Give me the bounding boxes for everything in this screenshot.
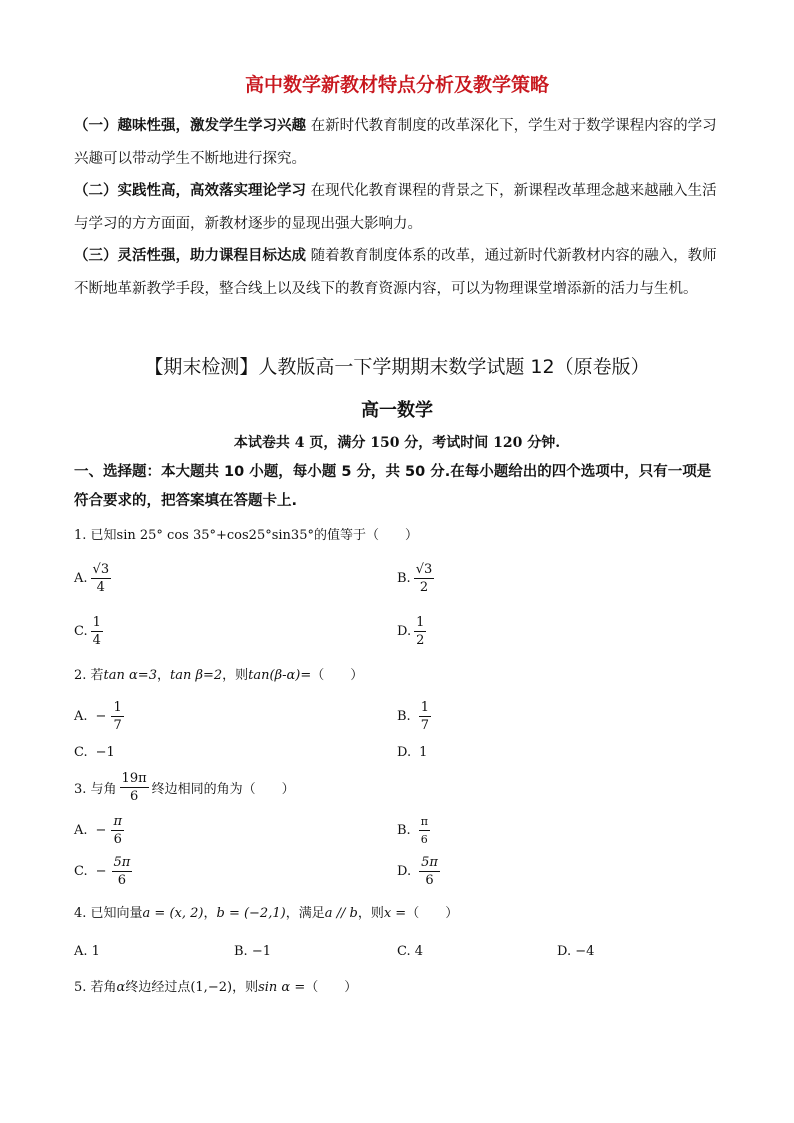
intro-paragraph-2-lead: （二）实践性高，高效落实理论学习 bbox=[74, 183, 306, 199]
q1-expression: sin 25° cos 35°+cos25°sin35° bbox=[116, 528, 314, 543]
q2-option-a-fraction bbox=[111, 700, 123, 733]
q5-alpha: α bbox=[116, 980, 126, 995]
q5-mid: 终边经过点 bbox=[125, 980, 191, 995]
q3-prefix: 3. 与角 bbox=[74, 782, 117, 797]
q1-prefix: 1. 已知 bbox=[74, 528, 117, 543]
intro-paragraph-1-lead: （一）趣味性强，激发学生学习兴趣 bbox=[74, 118, 306, 134]
q4-option-d[interactable]: D. −4 bbox=[557, 944, 595, 959]
q3-angle-num: 19π bbox=[121, 771, 147, 786]
q2-option-c-value: −1 bbox=[95, 745, 115, 760]
q4-vector-a: a = (x, 2) bbox=[142, 906, 204, 921]
q4-suffix: （ ） bbox=[406, 906, 459, 921]
exam-subject: 高一数学 bbox=[361, 400, 433, 421]
q5-point: (1,−2) bbox=[190, 980, 233, 995]
q1-option-b[interactable] bbox=[397, 562, 437, 595]
q2-condition-1: tan α=3 bbox=[103, 668, 157, 683]
question-5-stem bbox=[74, 979, 357, 997]
intro-paragraph-2 bbox=[74, 175, 724, 240]
q2-option-a[interactable] bbox=[74, 700, 127, 733]
q5-expression: sin α = bbox=[258, 980, 306, 995]
q2-option-a-sign: − bbox=[95, 709, 107, 724]
q2-target: tan(β-α)= bbox=[248, 668, 312, 683]
q3-suffix: 终边相同的角为（ ） bbox=[151, 782, 295, 797]
q1-option-d-den: 2 bbox=[416, 633, 425, 648]
q1-option-d-label: D. bbox=[397, 624, 412, 639]
exam-title: 【期末检测】人教版高一下学期期末数学试题 12（原卷版） bbox=[144, 356, 650, 378]
question-2-stem bbox=[74, 667, 363, 685]
q1-option-b-num: √3 bbox=[415, 562, 433, 577]
section-1-heading: 一、选择题：本大题共 10 小题，每小题 5 分，共 50 分.在每小题给出的四个选项中，只有一项是符合要求的，把答案填在答题卡上. bbox=[74, 464, 712, 509]
q4-condition: a // b bbox=[324, 906, 358, 921]
q1-option-d-num: 1 bbox=[416, 615, 425, 630]
q4-vector-b: b = (−2,1) bbox=[216, 906, 286, 921]
q2-option-b-fraction bbox=[419, 700, 431, 733]
q2-option-b-num: 1 bbox=[420, 700, 429, 715]
q2-condition-2: tan β=2 bbox=[169, 668, 223, 683]
q1-option-b-den: 2 bbox=[419, 580, 429, 595]
q1-option-b-label: B. bbox=[397, 571, 411, 586]
q3-option-b-den: 6 bbox=[420, 833, 428, 846]
q4-option-a[interactable]: A. 1 bbox=[74, 944, 100, 959]
q2-option-b-label: B. bbox=[397, 709, 411, 724]
question-4-stem bbox=[74, 905, 458, 923]
q1-option-c-den: 4 bbox=[92, 633, 101, 648]
q2-option-b[interactable] bbox=[397, 700, 434, 733]
intro-paragraph-3 bbox=[74, 240, 724, 305]
q2-separator: ， bbox=[156, 668, 170, 683]
q3-option-b-num: π bbox=[419, 814, 430, 831]
q4-mid: ，满足 bbox=[285, 906, 325, 921]
intro-paragraph-3-text: 随着教育制度体系的改革，通过新时代新教材内容的融入，教师不断地革新教学手段，整合线上以及线下的教育资源内容，可以为物理课堂增添新的活力与生机。 bbox=[74, 248, 717, 297]
intro-title: 高中数学新教材特点分析及教学策略 bbox=[244, 74, 549, 96]
q4-prefix: 4. 已知向量 bbox=[74, 906, 143, 921]
q3-option-d-label: D. bbox=[397, 864, 412, 879]
q3-option-c-label: C. bbox=[74, 864, 88, 879]
q4-tail: ，则 bbox=[357, 906, 384, 921]
q1-option-b-fraction bbox=[414, 562, 435, 595]
q3-option-c-sign: − bbox=[95, 864, 107, 879]
q2-option-d[interactable] bbox=[397, 745, 427, 760]
q3-option-a-label: A. bbox=[74, 823, 88, 838]
q3-option-c-fraction bbox=[112, 855, 133, 888]
question-1-stem bbox=[74, 527, 418, 545]
q3-option-c-num: 5π bbox=[113, 855, 131, 870]
q2-option-b-den: 7 bbox=[420, 718, 429, 733]
q2-option-a-den: 7 bbox=[113, 718, 122, 733]
q1-option-c[interactable] bbox=[74, 615, 106, 648]
q5-suffix: （ ） bbox=[305, 980, 358, 995]
q2-prefix: 2. 若 bbox=[74, 668, 104, 683]
q1-option-a[interactable] bbox=[74, 562, 114, 595]
q3-option-d-den: 6 bbox=[425, 873, 434, 888]
q1-option-a-num: √3 bbox=[92, 562, 110, 577]
q1-suffix: 的值等于（ ） bbox=[313, 528, 418, 543]
q4-option-b[interactable]: B. −1 bbox=[234, 944, 271, 959]
q3-option-b-fraction bbox=[419, 814, 430, 847]
q2-option-a-label: A. bbox=[74, 709, 88, 724]
q4-unknown: x = bbox=[383, 906, 407, 921]
q5-prefix: 5. 若角 bbox=[74, 980, 117, 995]
q1-option-a-den: 4 bbox=[96, 580, 105, 595]
q3-option-a-num: π bbox=[113, 814, 122, 829]
q1-option-d-fraction bbox=[414, 615, 426, 648]
q3-option-d[interactable] bbox=[397, 855, 443, 888]
q3-option-a-den: 6 bbox=[113, 832, 122, 847]
intro-paragraph-1 bbox=[74, 110, 724, 175]
intro-paragraph-1-text: 在新时代教育制度的改革深化下，学生对于数学课程内容的学习兴趣可以带动学生不断地进行探究。 bbox=[74, 118, 717, 167]
q3-option-b-label: B. bbox=[397, 823, 411, 838]
intro-paragraph-3-lead: （三）灵活性强，助力课程目标达成 bbox=[74, 248, 306, 264]
q4-separator: ， bbox=[203, 906, 217, 921]
q2-option-c[interactable] bbox=[74, 745, 115, 760]
q3-option-c[interactable] bbox=[74, 855, 135, 888]
q3-option-c-den: 6 bbox=[117, 873, 127, 888]
q1-option-c-label: C. bbox=[74, 624, 88, 639]
q3-option-d-fraction bbox=[419, 855, 440, 888]
q2-option-a-num: 1 bbox=[113, 700, 122, 715]
exam-info: 本试卷共 4 页，满分 150 分，考试时间 120 分钟. bbox=[233, 435, 561, 451]
q5-tail: ，则 bbox=[232, 980, 259, 995]
intro-paragraph-2-text: 在现代化教育课程的背景之下，新课程改革理念越来越融入生活与学习的方方面面，新教材逐步的显现出强大影响力。 bbox=[74, 183, 717, 232]
q2-option-d-label: D. bbox=[397, 745, 412, 760]
q3-option-a[interactable] bbox=[74, 814, 127, 847]
q4-option-c[interactable]: C. 4 bbox=[397, 944, 424, 959]
q1-option-a-fraction bbox=[91, 562, 112, 595]
q1-option-c-num: 1 bbox=[92, 615, 101, 630]
q2-option-d-value: 1 bbox=[419, 745, 428, 760]
q1-option-a-label: A. bbox=[74, 571, 88, 586]
q2-option-c-label: C. bbox=[74, 745, 88, 760]
q1-option-d[interactable] bbox=[397, 615, 429, 648]
q2-suffix: （ ） bbox=[311, 668, 364, 683]
q3-option-d-num: 5π bbox=[421, 855, 438, 870]
q3-option-b[interactable] bbox=[397, 814, 433, 847]
q3-angle-den: 6 bbox=[129, 789, 139, 804]
q2-separator-2: ，则 bbox=[222, 668, 249, 683]
q1-option-c-fraction bbox=[91, 615, 103, 648]
q3-option-a-sign: − bbox=[95, 823, 107, 838]
question-3-stem bbox=[74, 771, 295, 804]
q3-option-a-fraction bbox=[111, 814, 124, 847]
q3-angle-fraction bbox=[120, 771, 149, 804]
